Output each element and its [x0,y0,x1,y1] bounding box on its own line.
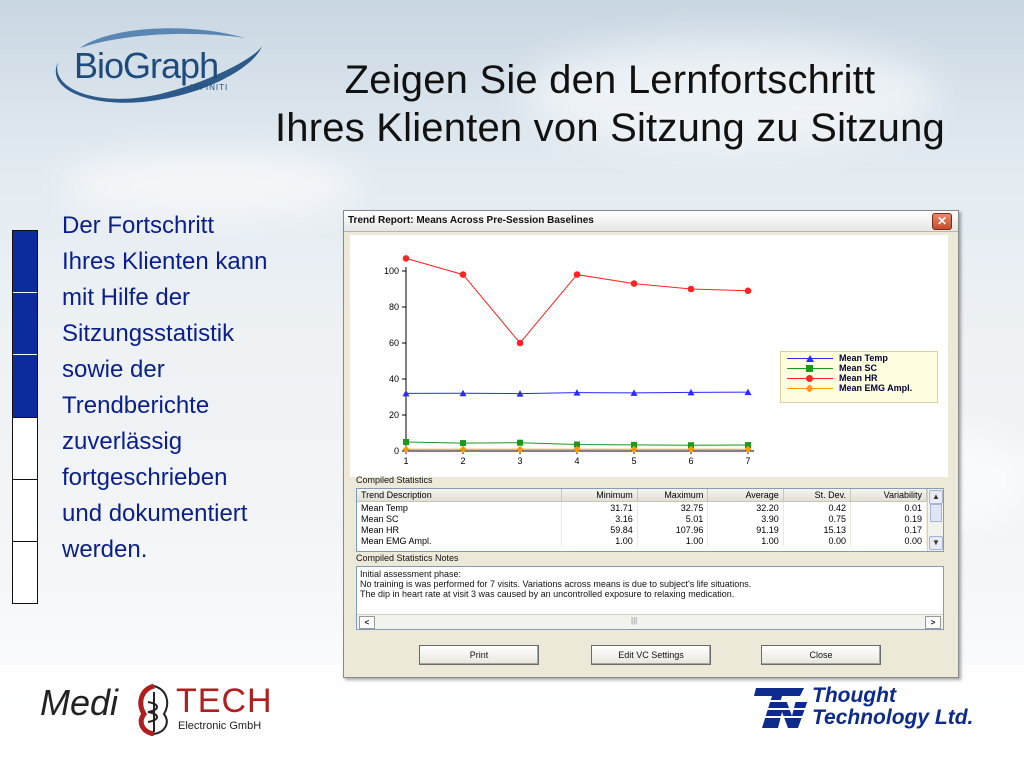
legend-marker-icon [806,365,813,372]
y-tick-label: 20 [388,410,399,420]
series-line [406,258,748,343]
meditech-logo [40,682,300,742]
table-cell: 0.00 [783,535,850,546]
body-line: fortgeschrieben [62,464,228,491]
x-tick-label: 5 [631,456,637,466]
table-cell: 0.42 [783,502,850,514]
tt-emblem-icon [752,686,810,730]
scroll-up-icon[interactable]: ▲ [929,490,943,504]
body-line: zuverlässig [62,428,183,455]
table-row[interactable] [357,502,927,514]
body-line: Sitzungsstatistik [62,320,235,347]
table-cell: 0.00 [851,535,927,546]
column-header[interactable]: Trend Description [357,489,561,502]
column-header[interactable]: Minimum [561,489,637,502]
biograph-wordmark: BioGraph [74,45,219,86]
table-cell: 3.90 [708,513,783,524]
body-line: Trendberichte [62,392,210,419]
body-line: mit Hilfe der [62,284,191,311]
table-cell: 0.75 [783,513,850,524]
data-point [631,280,638,287]
y-tick-label: 100 [383,266,399,276]
notes-line: Initial assessment phase: [360,569,462,579]
scroll-right-icon[interactable]: > [925,616,941,629]
notes-line: The dip in heart rate at visit 3 was caused by an uncontrolled exposure to relaxing medication. [360,589,735,599]
column-header[interactable]: St. Dev. [783,489,850,502]
column-header[interactable]: Variability [851,489,927,502]
data-point [403,439,409,445]
title-line-1: Zeigen Sie den Lernfortschritt [344,58,876,102]
scroll-left-icon[interactable]: < [359,616,375,629]
data-point [517,446,524,453]
scroll-thumb[interactable] [930,504,942,522]
legend-marker-icon [806,355,814,362]
y-tick-label: 80 [388,302,399,312]
table-cell: 32.75 [637,502,708,514]
tech-subtitle: Electronic GmbH [178,720,262,732]
legend-label: Mean Temp [839,353,888,363]
legend-label: Mean EMG Ampl. [839,383,913,393]
data-point [403,446,410,453]
data-point [688,286,695,293]
x-tick-label: 1 [403,456,409,466]
body-line: Der Fortschritt [62,212,215,239]
body-line: werden. [62,536,148,563]
close-icon[interactable]: ✕ [932,213,952,230]
table-cell: Mean SC [357,513,561,524]
legend-item [785,384,935,394]
data-point [403,255,410,262]
table-cell: Mean EMG Ampl. [357,535,561,546]
table-cell: 1.00 [561,535,637,546]
y-tick-label: 0 [393,446,399,456]
notes-hscrollbar[interactable] [357,614,943,629]
title-line-2: Ihres Klienten von Sitzung zu Sitzung [274,106,946,150]
table-cell: 1.00 [708,535,783,546]
slide-title [200,56,1020,152]
body-text [62,208,342,568]
table-cell: 0.17 [851,524,927,535]
close-button[interactable]: Close [761,645,881,665]
table-cell: 0.19 [851,513,927,524]
legend-marker-icon [806,375,813,382]
table-cell: 59.84 [561,524,637,535]
compiled-statistics-label: Compiled Statistics [356,475,433,485]
data-point [460,446,467,453]
statistics-table [356,488,944,552]
table-cell: Mean HR [357,524,561,535]
table-cell: 107.96 [637,524,708,535]
table-row[interactable] [357,524,927,535]
medi-wordmark: Medi [40,682,119,723]
body-line: und dokumentiert [62,500,248,527]
legend-marker-icon [806,385,814,393]
scroll-down-icon[interactable]: ▼ [929,536,943,550]
table-cell: 32.20 [708,502,783,514]
notes-label: Compiled Statistics Notes [356,553,459,563]
column-header[interactable]: Maximum [637,489,708,502]
body-line: sowie der [62,356,165,383]
trend-chart [350,235,948,477]
edit-vc-settings-button[interactable]: Edit VC Settings [591,645,711,665]
data-point [517,440,523,446]
table-cell: 0.01 [851,502,927,514]
table-cell: 3.16 [561,513,637,524]
tech-wordmark: TECH [176,682,273,720]
legend-label: Mean SC [839,363,878,373]
notes-line: No training is was performed for 7 visits. Variations across means is due to subject's life situations. [360,579,752,589]
table-cell: 1.00 [637,535,708,546]
thought-line-2: Technology Ltd. [812,706,974,729]
table-row[interactable] [357,535,927,546]
data-point [460,440,466,446]
thought-line-1: Thought [812,684,896,707]
thought-technology-logo [752,684,1002,734]
column-header[interactable]: Average [708,489,783,502]
svg-text:INFINITI: INFINITI [190,83,229,92]
x-tick-label: 3 [517,456,523,466]
scroll-grip-icon: ||| [631,616,638,625]
body-line: Ihres Klienten kann [62,248,268,275]
x-tick-label: 7 [745,456,751,466]
table-row[interactable] [357,513,927,524]
notes-field[interactable] [356,566,944,630]
slide-progress-bar [12,230,38,604]
table-header-row [357,489,927,502]
trend-report-window [343,210,959,678]
print-button[interactable]: Print [419,645,539,665]
legend-label: Mean HR [839,373,878,383]
table-cell: Mean Temp [357,502,561,514]
table-cell: 31.71 [561,502,637,514]
data-point [517,340,524,347]
x-tick-label: 6 [688,456,694,466]
table-cell: 15.13 [783,524,850,535]
table-scrollbar[interactable] [927,489,943,551]
y-tick-label: 40 [388,374,399,384]
chart-legend [780,351,938,403]
x-tick-label: 4 [574,456,580,466]
data-point [574,271,581,278]
table-cell: 91.19 [708,524,783,535]
data-point [460,271,467,278]
x-tick-label: 2 [460,456,466,466]
caduceus-icon [134,684,174,736]
window-title: Trend Report: Means Across Pre-Session Baselines [348,215,594,226]
window-titlebar [344,211,958,232]
table-cell: 5.01 [637,513,708,524]
y-tick-label: 60 [388,338,399,348]
data-point [745,288,752,295]
